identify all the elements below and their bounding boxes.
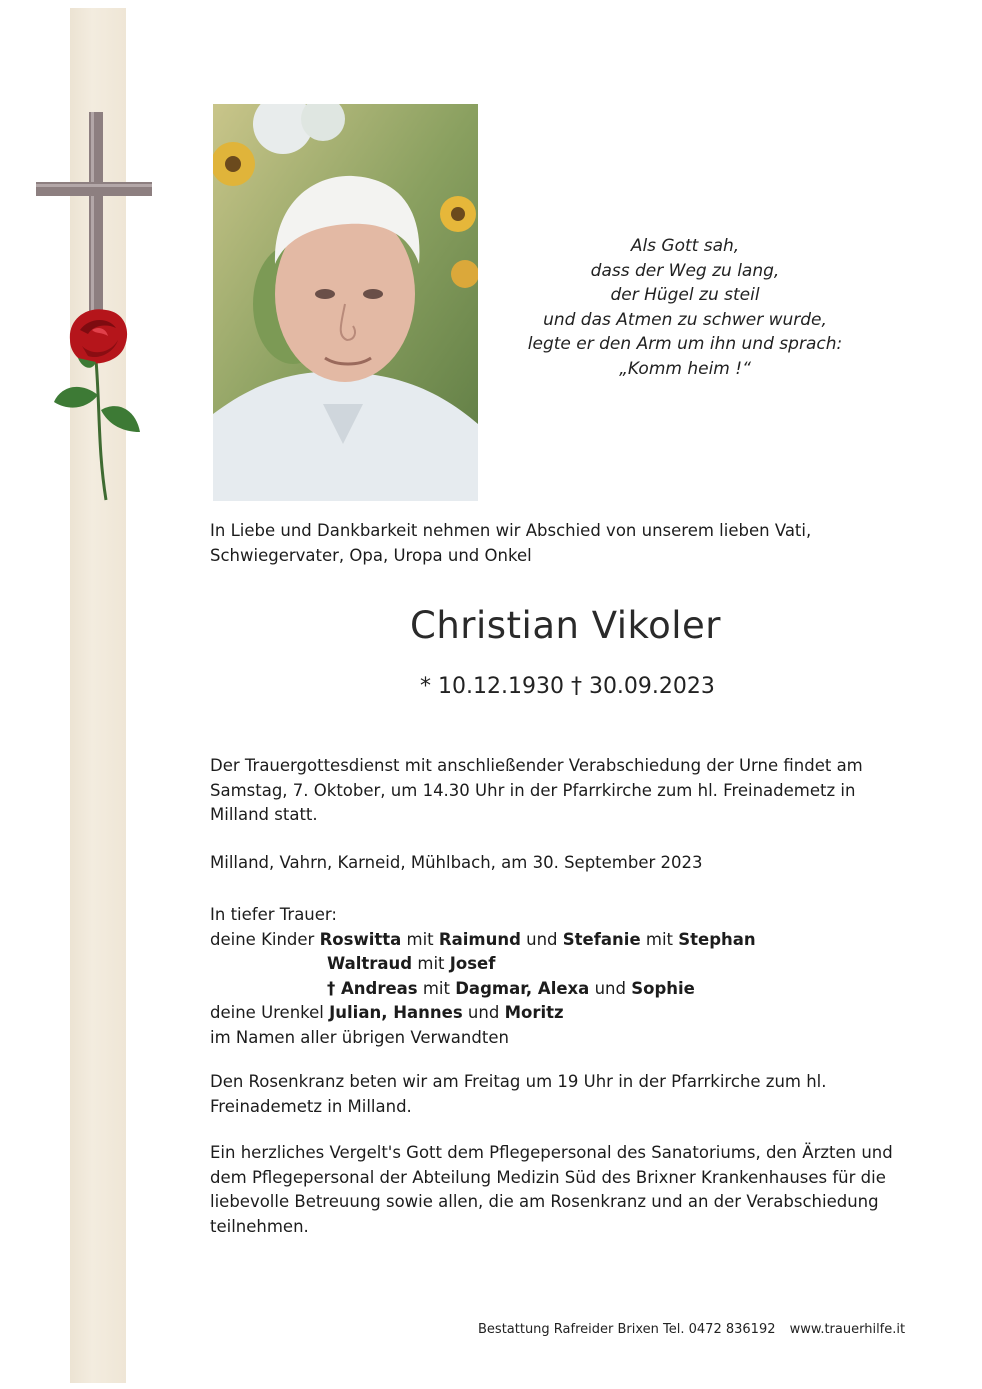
service-line: Samstag, 7. Oktober, um 14.30 Uhr in der Pfarrkirche zum hl. Freinademetz in	[210, 780, 856, 800]
mourning-heading: In tiefer Trauer:	[210, 905, 337, 924]
poem	[500, 234, 870, 381]
mourner-name: Roswitta	[319, 929, 402, 949]
mourner-row-children	[210, 928, 900, 953]
thanks-line: Ein herzliches Vergelt's Gott dem Pflegepersonal des Sanatoriums, den Ärzten und	[210, 1143, 893, 1162]
rosary-announcement	[210, 1070, 900, 1119]
poem-line: „Komm heim !“	[619, 358, 751, 379]
mourner-name: Dagmar, Alexa	[455, 978, 590, 998]
footer	[478, 1322, 905, 1337]
thanks-line: dem Pflegepersonal der Abteilung Medizin Süd des Brixner Krankenhauses für die	[210, 1167, 886, 1187]
text-fragment: mit	[417, 978, 456, 998]
mourner-name: Raimund	[438, 929, 521, 949]
thanks-line: teilnehmen.	[210, 1216, 309, 1236]
mourner-name: † Andreas	[327, 978, 418, 998]
text-fragment: und	[520, 929, 563, 949]
rosary-line: Den Rosenkranz beten wir am Freitag um 19 Uhr in der Pfarrkirche zum hl.	[210, 1072, 827, 1091]
poem-line: dass der Weg zu lang,	[590, 260, 780, 281]
mourners-list	[210, 903, 900, 1050]
mourner-row-relatives: im Namen aller übrigen Verwandten	[210, 1027, 509, 1047]
service-line: Der Trauergottesdienst mit anschließender Verabschiedung der Urne findet am	[210, 756, 863, 775]
rose-icon	[48, 300, 148, 505]
mourner-name: Sophie	[631, 978, 695, 998]
mourner-name: Josef	[449, 954, 496, 973]
poem-line: und das Atmen zu schwer wurde,	[543, 309, 827, 330]
poem-line: Als Gott sah,	[630, 236, 740, 256]
mourner-name: Stefanie	[562, 929, 641, 949]
life-dates: * 10.12.1930 † 30.09.2023	[420, 674, 715, 699]
text-fragment: deine Kinder	[210, 929, 320, 949]
text-fragment: mit	[640, 929, 679, 949]
poem-line: legte er den Arm um ihn und sprach:	[527, 334, 843, 354]
text-fragment: und	[589, 978, 632, 998]
intro-text	[210, 519, 900, 568]
thanks-line: liebevolle Betreuung sowie allen, die am Rosenkranz und an der Verabschiedung	[210, 1192, 879, 1211]
place-date-line: Milland, Vahrn, Karneid, Mühlbach, am 30. September 2023	[210, 853, 703, 872]
mourner-name: Waltraud	[327, 954, 413, 973]
funeral-home-info: Bestattung Rafreider Brixen Tel. 0472 836192	[478, 1322, 776, 1337]
thanks-paragraph	[210, 1141, 920, 1239]
service-line: Milland statt.	[210, 805, 318, 824]
text-fragment: und	[462, 1003, 505, 1022]
mourner-name: Stephan	[678, 929, 756, 949]
rosary-line: Freinademetz in Milland.	[210, 1096, 412, 1116]
intro-line: Schwiegervater, Opa, Uropa und Onkel	[210, 545, 532, 565]
deceased-name: Christian Vikoler	[410, 604, 722, 647]
mourner-row-greatgrandchildren	[210, 1001, 900, 1026]
poem-line: der Hügel zu steil	[610, 285, 760, 305]
text-fragment: deine Urenkel	[210, 1003, 330, 1022]
mourner-row-waltraud	[210, 952, 900, 977]
intro-line: In Liebe und Dankbarkeit nehmen wir Abschied von unserem lieben Vati,	[210, 521, 812, 540]
website-link[interactable]: www.trauerhilfe.it	[789, 1322, 906, 1337]
portrait-photo	[213, 104, 478, 501]
mourner-name: Julian, Hannes	[329, 1003, 463, 1022]
service-announcement	[210, 754, 900, 828]
mourner-row-andreas	[210, 977, 900, 1002]
text-fragment: mit	[401, 929, 439, 949]
text-fragment: mit	[412, 954, 450, 973]
cross-icon	[36, 112, 152, 322]
mourner-name: Moritz	[504, 1003, 564, 1022]
